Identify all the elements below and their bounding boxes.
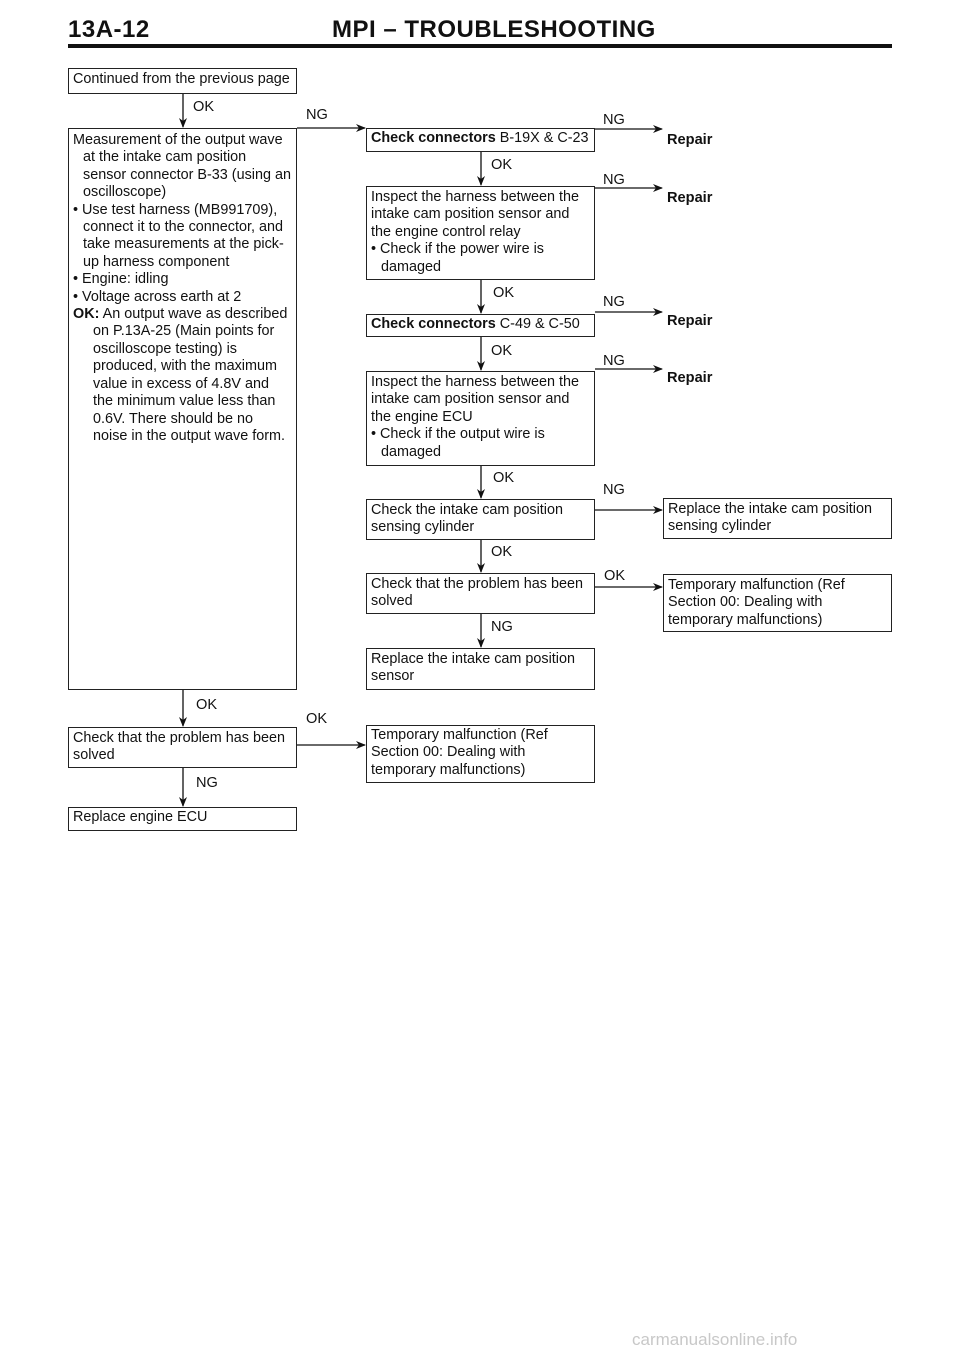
- watermark: carmanualsonline.info: [632, 1330, 798, 1349]
- replace-sensing-cylinder-box: [663, 498, 892, 539]
- inspect-harness-relay-box: [366, 186, 595, 280]
- check-b19x-line: [371, 130, 590, 147]
- temp-right-line: temporary malfunctions): [668, 611, 823, 628]
- measure-line: connect it to the connector, and: [83, 219, 284, 236]
- ok-label: OK: [491, 343, 513, 359]
- ok-label: OK: [493, 285, 515, 301]
- temp-right-line: Temporary malfunction (Ref: [668, 577, 845, 593]
- harness-ecu-line: damaged: [381, 443, 442, 460]
- measure-line: up harness component: [83, 253, 230, 270]
- measure-line: sensor connector B-33 (using an: [83, 166, 291, 183]
- page-title: MPI – TROUBLESHOOTING: [332, 16, 656, 43]
- inspect-harness-ecu-box: [366, 371, 595, 466]
- measure-line: oscilloscope): [83, 184, 167, 201]
- ok-label: OK: [491, 544, 513, 560]
- measure-line: at the intake cam position: [83, 149, 247, 166]
- measure-line: on P.13A-25 (Main points for: [93, 323, 275, 340]
- solved-left-line: Check that the problem has been: [73, 730, 285, 746]
- solved-mid-line: solved: [371, 593, 413, 610]
- ng-label: NG: [196, 775, 218, 791]
- continued-text: Continued from the previous page: [73, 71, 290, 87]
- replace-cyl-line: sensing cylinder: [668, 518, 772, 535]
- replace-sensor-line: sensor: [371, 668, 415, 685]
- harness-ecu-line: Inspect the harness between the: [371, 374, 580, 390]
- repair-label: Repair: [667, 190, 713, 206]
- check-connectors-c49-box: [366, 314, 595, 337]
- repair-label: Repair: [667, 313, 713, 329]
- ng-label: NG: [603, 482, 625, 498]
- ok-label: OK: [196, 697, 218, 713]
- ng-label: NG: [603, 294, 625, 310]
- measure-line: oscilloscope testing) is: [93, 340, 237, 357]
- ng-label: NG: [603, 353, 625, 369]
- check-connectors-label: Check connectors: [371, 316, 496, 332]
- harness-relay-line: damaged: [381, 258, 442, 275]
- ng-label: NG: [603, 172, 625, 188]
- replace-sensor-box: [366, 648, 595, 690]
- harness-ecu-line: intake cam position sensor and: [371, 391, 570, 408]
- temp-right-line: Section 00: Dealing with: [668, 594, 823, 611]
- harness-ecu-line: • Check if the output wire is: [371, 426, 545, 443]
- ok-label: OK: [604, 568, 626, 584]
- page-number: 13A-12: [68, 16, 150, 43]
- measure-output-wave-box: [68, 128, 297, 690]
- connector-ids: C-49 & C-50: [495, 316, 580, 332]
- replace-sensor-line: Replace the intake cam position: [371, 651, 575, 667]
- measure-line: the minimum value less than: [93, 393, 276, 410]
- check-solved-left-box: [68, 727, 297, 768]
- temp-mid-line: Temporary malfunction (Ref: [371, 727, 548, 743]
- check-sensing-cylinder-box: [366, 499, 595, 540]
- temporary-malfunction-mid-box: [366, 725, 595, 783]
- ok-criteria-label: OK:: [73, 306, 100, 323]
- harness-relay-line: • Check if the power wire is: [371, 241, 544, 258]
- sensing-cyl-line: Check the intake cam position: [371, 502, 563, 518]
- check-connectors-b19x-box: [366, 128, 595, 152]
- ok-label: OK: [493, 470, 515, 486]
- measure-line: noise in the output wave form.: [93, 427, 285, 444]
- measure-line: value in excess of 4.8V and: [93, 375, 269, 392]
- measure-line: • Voltage across earth at 2: [73, 288, 242, 305]
- measure-line: 0.6V. There should be no: [93, 410, 254, 427]
- replace-ecu-box: [68, 807, 297, 831]
- measure-line: An output wave as described: [99, 306, 288, 323]
- repair-label: Repair: [667, 370, 713, 386]
- temporary-malfunction-right-box: [663, 574, 892, 632]
- ng-label: NG: [603, 112, 625, 128]
- harness-ecu-line: the engine ECU: [371, 408, 473, 425]
- connector-ids: B-19X & C-23: [495, 130, 589, 146]
- measure-line: Measurement of the output wave: [73, 132, 283, 148]
- ok-label: OK: [306, 711, 328, 727]
- measure-line: • Engine: idling: [73, 271, 169, 288]
- continued-box: [68, 68, 297, 94]
- ng-label: NG: [306, 107, 328, 123]
- repair-label: Repair: [667, 132, 713, 148]
- harness-relay-line: the engine control relay: [371, 223, 521, 240]
- temp-mid-line: temporary malfunctions): [371, 761, 526, 778]
- sensing-cyl-line: sensing cylinder: [371, 519, 475, 536]
- measure-line: take measurements at the pick-: [83, 236, 284, 253]
- replace-cyl-line: Replace the intake cam position: [668, 501, 872, 517]
- check-solved-mid-box: [366, 573, 595, 614]
- ok-label: OK: [491, 157, 513, 173]
- ok-label: OK: [193, 99, 215, 115]
- measure-line: produced, with the maximum: [93, 358, 277, 375]
- replace-ecu-text: Replace engine ECU: [73, 809, 208, 825]
- check-connectors-label: Check connectors: [371, 130, 496, 146]
- measure-ok-line: [73, 306, 292, 323]
- solved-left-line: solved: [73, 747, 115, 764]
- harness-relay-line: Inspect the harness between the: [371, 189, 580, 205]
- measure-line: • Use test harness (MB991709),: [73, 201, 278, 218]
- temp-mid-line: Section 00: Dealing with: [371, 744, 526, 761]
- check-c49-line: [371, 316, 590, 333]
- ng-label: NG: [491, 619, 513, 635]
- harness-relay-line: intake cam position sensor and: [371, 206, 570, 223]
- solved-mid-line: Check that the problem has been: [371, 576, 583, 592]
